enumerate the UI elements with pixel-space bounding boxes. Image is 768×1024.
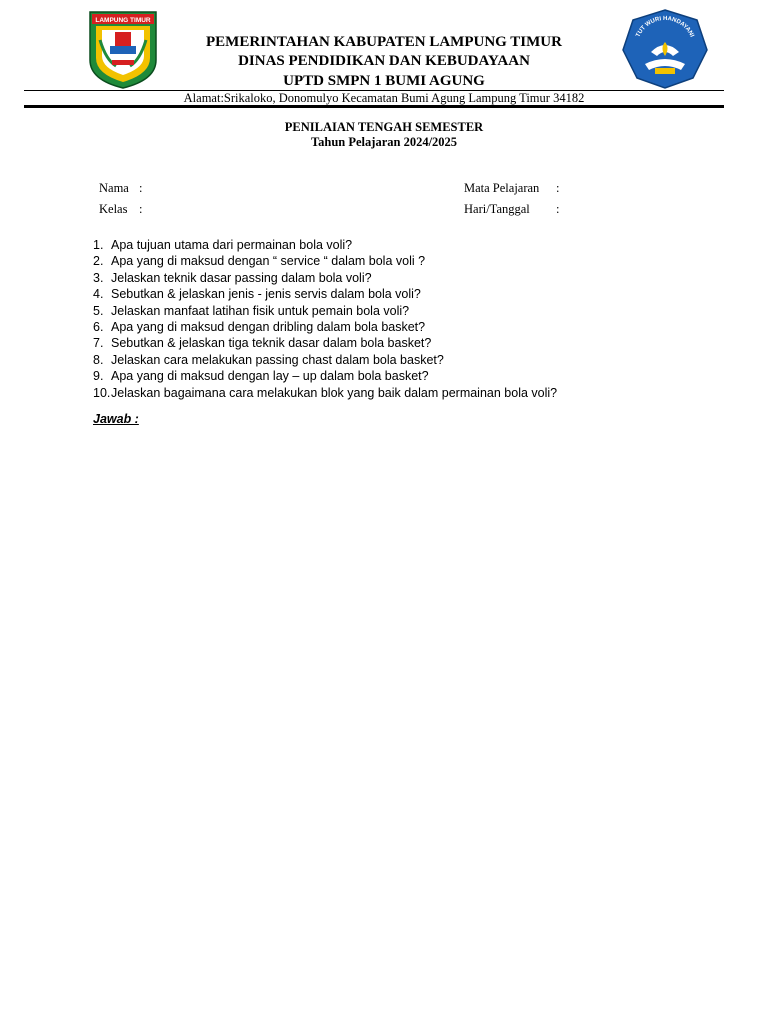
question-item [93,286,693,302]
question-text: Sebutkan & jelaskan jenis - jenis servis dalam bola voli? [111,287,421,302]
question-text: Jelaskan teknik dasar passing dalam bola voli? [111,270,372,285]
kelas-label: Kelas [99,202,128,216]
nama-label: Nama [99,181,129,195]
kelas-colon: : [139,202,143,216]
lampung-timur-logo [88,10,158,90]
question-item [93,335,693,351]
question-number: 6. [93,319,104,334]
question-text: Jelaskan manfaat latihan fisik untuk pemain bola voli? [111,303,410,318]
tut-wuri-handayani-logo [621,8,709,90]
hari-tanggal-label: Hari/Tanggal [464,202,530,216]
question-number: 4. [93,287,104,302]
question-number: 10. [93,385,111,400]
question-number: 3. [93,270,104,285]
question-number: 5. [93,303,104,318]
header-divider-thick [24,105,724,108]
question-text: Jelaskan bagaimana cara melakukan blok yang baik dalam permainan bola voli? [111,385,558,400]
question-item [93,368,693,384]
question-number: 2. [93,254,104,269]
mata-pelajaran-label: Mata Pelajaran [464,181,540,195]
question-number: 7. [93,336,104,351]
left-logo-text: LAMPUNG TIMUR [95,17,151,24]
exam-title: PENILAIAN TENGAH SEMESTER [284,120,484,134]
header-line-3: UPTD SMPN 1 BUMI AGUNG [283,73,485,89]
question-item [93,237,693,253]
question-item [93,319,693,335]
question-number: 8. [93,352,104,367]
mata-pelajaran-colon: : [556,181,560,195]
question-number: 9. [93,369,104,384]
answer-label: Jawab : [93,412,139,426]
exam-year: Tahun Pelajaran 2024/2025 [310,135,458,149]
question-text: Sebutkan & jelaskan tiga teknik dasar dalam bola basket? [111,336,432,351]
header-line-1: PEMERINTAHAN KABUPATEN LAMPUNG TIMUR [206,34,562,50]
question-item [93,270,693,286]
nama-colon: : [139,181,143,195]
hari-tanggal-colon: : [556,202,560,216]
question-item [93,253,693,269]
question-text: Jelaskan cara melakukan passing chast dalam bola basket? [111,352,444,367]
question-list [93,237,693,401]
question-text: Apa yang di maksud dengan dribling dalam bola basket? [111,319,426,334]
right-logo-text: TUT WURI HANDAYANI [635,15,695,39]
question-text: Apa tujuan utama dari permainan bola voli? [111,238,353,252]
question-number: 1. [93,238,104,252]
header-line-2: DINAS PENDIDIKAN DAN KEBUDAYAAN [238,53,530,69]
school-address: Alamat:Srikaloko, Donomulyo Kecamatan Bumi Agung Lampung Timur 34182 [183,91,585,105]
question-text: Apa yang di maksud dengan lay – up dalam bola basket? [111,369,429,384]
question-item [93,385,693,401]
question-item [93,303,693,319]
question-text: Apa yang di maksud dengan “ service “ dalam bola voli ? [111,254,426,269]
question-item [93,352,693,368]
